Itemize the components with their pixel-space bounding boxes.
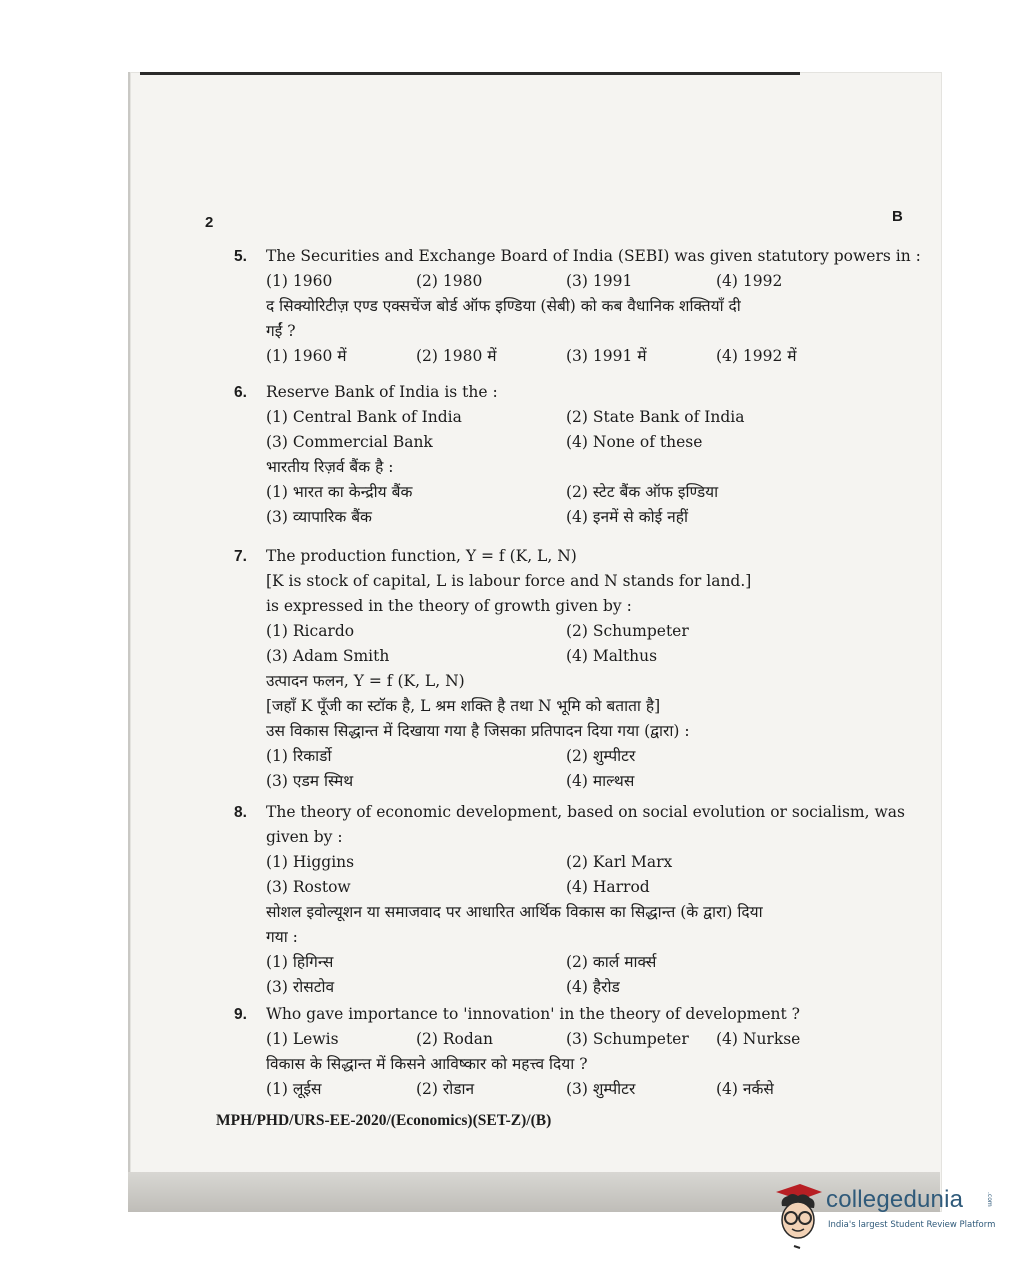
page-number: 2 <box>205 214 214 231</box>
brand-suffix: .com <box>986 1192 993 1207</box>
question-text-en: The theory of economic development, based on social evolution or socialism, was <box>266 803 905 821</box>
option-4-hi: (4) माल्थस <box>566 772 635 790</box>
options-en-row-1 <box>266 619 904 644</box>
option-3-hi: (3) शुम्पीटर <box>566 1080 636 1098</box>
options-en-row-2 <box>266 644 904 669</box>
option-1: (1) Lewis <box>266 1030 339 1048</box>
option-2-hi: (2) कार्ल मार्क्स <box>566 953 657 971</box>
brand-tagline: India's largest Student Review Platform <box>828 1220 996 1230</box>
options-en <box>266 1027 904 1052</box>
option-4: (4) Harrod <box>566 878 650 896</box>
question-number: 5. <box>234 248 247 265</box>
question-9 <box>234 1002 904 1102</box>
option-3: (3) Schumpeter <box>566 1030 689 1048</box>
option-4: (4) 1992 <box>716 272 783 290</box>
option-4: (4) Nurkse <box>716 1030 801 1048</box>
question-7 <box>234 544 904 794</box>
option-4-hi: (4) हैरोड <box>566 978 620 996</box>
option-1: (1) Higgins <box>266 853 355 871</box>
option-4-hi: (4) नर्कसे <box>716 1080 774 1098</box>
option-4-hi: (4) इनमें से कोई नहीं <box>566 508 689 526</box>
options-hi <box>266 1077 904 1102</box>
options-hi-row-2 <box>266 505 904 530</box>
question-text-en-note: [K is stock of capital, L is labour force and N stands for land.] <box>266 572 752 590</box>
question-text-hi-cont: गया : <box>266 928 298 946</box>
option-1-hi: (1) 1960 में <box>266 347 347 365</box>
option-2-hi: (2) शुम्पीटर <box>566 747 636 765</box>
option-1-hi: (1) लूईस <box>266 1080 322 1098</box>
option-1-hi: (1) भारत का केन्द्रीय बैंक <box>266 483 413 501</box>
option-1: (1) Central Bank of India <box>266 408 462 426</box>
question-number: 7. <box>234 548 247 565</box>
option-3: (3) Commercial Bank <box>266 433 433 451</box>
brand-name: collegedunia <box>826 1186 964 1213</box>
option-2-hi: (2) 1980 में <box>416 347 497 365</box>
option-2: (2) Karl Marx <box>566 853 673 871</box>
options-en-row-1 <box>266 850 904 875</box>
question-text-en-cont: is expressed in the theory of growth given by : <box>266 597 632 615</box>
question-5 <box>234 244 921 369</box>
option-4: (4) None of these <box>566 433 703 451</box>
collegedunia-watermark <box>770 1182 1002 1254</box>
question-number: 6. <box>234 384 247 401</box>
options-hi-row-1 <box>266 480 904 505</box>
question-text-en: Reserve Bank of India is the : <box>266 383 498 401</box>
question-text-hi-cont: गईं ? <box>266 322 296 340</box>
options-hi-row-2 <box>266 769 904 794</box>
options-en-row-2 <box>266 430 904 455</box>
option-2: (2) Schumpeter <box>566 622 689 640</box>
options-hi-row-2 <box>266 975 904 1000</box>
question-text-en: Who gave importance to 'innovation' in the theory of development ? <box>266 1005 800 1023</box>
option-3-hi: (3) 1991 में <box>566 347 647 365</box>
option-4-hi: (4) 1992 में <box>716 347 797 365</box>
option-1-hi: (1) हिगिन्स <box>266 953 334 971</box>
option-2: (2) State Bank of India <box>566 408 745 426</box>
option-1-hi: (1) रिकार्डो <box>266 747 332 765</box>
option-3: (3) Adam Smith <box>266 647 390 665</box>
set-letter: B <box>892 208 903 225</box>
question-text-en-cont: given by : <box>266 828 343 846</box>
question-text-en: The Securities and Exchange Board of India (SEBI) was given statutory powers in : <box>266 247 921 265</box>
option-2: (2) Rodan <box>416 1030 494 1048</box>
question-number: 8. <box>234 804 247 821</box>
options-en-row-1 <box>266 405 904 430</box>
option-3-hi: (3) रोसटोव <box>266 978 335 996</box>
question-text-hi-note: [जहाँ K पूँजी का स्टॉक है, L श्रम शक्ति है तथा N भूमि को बताता है] <box>266 697 661 715</box>
options-hi-row-1 <box>266 950 904 975</box>
question-text-hi: उत्पादन फलन, Y = f (K, L, N) <box>266 672 465 690</box>
options-hi <box>266 344 904 369</box>
question-8 <box>234 800 904 1000</box>
question-text-hi: विकास के सिद्धान्त में किसने आविष्कार को महत्त्व दिया ? <box>266 1055 588 1073</box>
mascot-logo-icon <box>770 1182 826 1252</box>
paper-code-footer: MPH/PHD/URS-EE-2020/(Economics)(SET-Z)/(B) <box>216 1112 552 1129</box>
options-en-row-2 <box>266 875 904 900</box>
option-3-hi: (3) एडम स्मिथ <box>266 772 354 790</box>
option-3: (3) Rostow <box>266 878 351 896</box>
option-2-hi: (2) स्टेट बैंक ऑफ इण्डिया <box>566 483 719 501</box>
question-number: 9. <box>234 1006 247 1023</box>
option-2-hi: (2) रोडान <box>416 1080 475 1098</box>
option-1: (1) Ricardo <box>266 622 355 640</box>
question-text-hi: द सिक्योरिटीज़ एण्ड एक्सचेंज बोर्ड ऑफ इण्डिया (सेबी) को कब वैधानिक शक्तियाँ दी <box>266 297 741 315</box>
options-hi-row-1 <box>266 744 904 769</box>
option-1: (1) 1960 <box>266 272 333 290</box>
option-3-hi: (3) व्यापारिक बैंक <box>266 508 372 526</box>
question-text-en: The production function, Y = f (K, L, N) <box>266 547 577 565</box>
question-6 <box>234 380 904 530</box>
option-3: (3) 1991 <box>566 272 633 290</box>
question-text-hi: भारतीय रिज़र्व बैंक है : <box>266 458 394 476</box>
question-text-hi: सोशल इवोल्यूशन या समाजवाद पर आधारित आर्थिक विकास का सिद्धान्त (के द्वारा) दिया <box>266 903 763 921</box>
top-rule <box>140 72 800 75</box>
options-en <box>266 269 904 294</box>
question-text-hi-cont: उस विकास सिद्धान्त में दिखाया गया है जिसका प्रतिपादन दिया गया (द्वारा) : <box>266 722 690 740</box>
option-4: (4) Malthus <box>566 647 658 665</box>
option-2: (2) 1980 <box>416 272 483 290</box>
